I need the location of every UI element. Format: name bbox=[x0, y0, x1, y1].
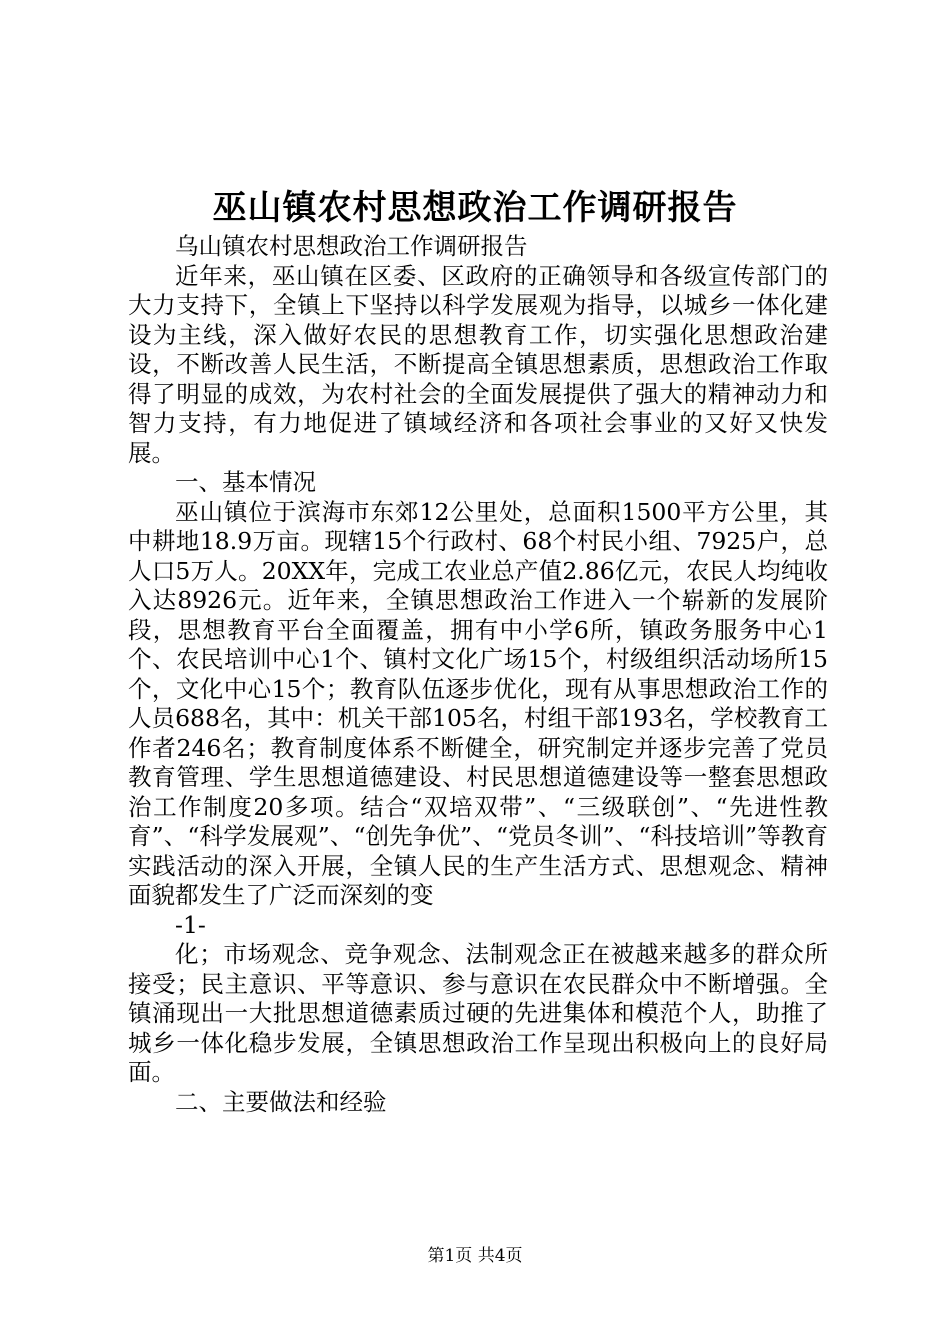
basic-situation-paragraph: 巫山镇位于滨海市东郊12公里处，总面积1500平方公里，其中耕地18.9万亩。现辖15个行政村、68个村民小组、7925户，总人口5万人。20XX年，完成工农业总产值2.86亿元，农民人均纯收入达8926元。近年来，全镇思想政治工作进入一个崭新的发展阶段，思想教育平台全面覆盖，拥有中小学6所，镇政务服务中心1个、农民培训中心1个、镇村文化广场15个，村级组织活动场所15个，文化中心15个；教育队伍逐步优化，现有从事思想政治工作的人员688名，其中：机关干部105名，村组干部193名，学校教育工作者246名；教育制度体系不断健全，研究制定并逐步完善了党员教育管理、学生思想道德建设、村民思想道德建设等一整套思想政治工作制度20多项。结合“双培双带”、“三级联创”、“先进性教育”、“科学发展观”、“创先争优”、“党员冬训”、“科技培训”等教育实践活动的深入开展，全镇人民的生产生活方式、思想观念、精神面貌都发生了广泛而深刻的变 bbox=[128, 497, 828, 909]
intro-paragraph: 近年来，巫山镇在区委、区政府的正确领导和各级宣传部门的大力支持下，全镇上下坚持以科学发展观为指导，以城乡一体化建设为主线，深入做好农民的思想教育工作，切实强化思想政治建设，不断改善人民生活，不断提高全镇思想素质，思想政治工作取得了明显的成效，为农村社会的全面发展提供了强大的精神动力和智力支持，有力地促进了镇域经济和各项社会事业的又好又快发展。 bbox=[128, 261, 828, 467]
document-body bbox=[128, 232, 828, 1117]
continuation-paragraph: 化；市场观念、竞争观念、法制观念正在被越来越多的群众所接受；民主意识、平等意识、参与意识在农民群众中不断增强。全镇涌现出一大批思想道德素质过硬的先进集体和模范个人，助推了城乡一体化稳步发展，全镇思想政治工作呈现出积极向上的良好局面。 bbox=[128, 940, 828, 1086]
subtitle-paragraph: 乌山镇农村思想政治工作调研报告 bbox=[175, 232, 528, 260]
document-title: 巫山镇农村思想政治工作调研报告 bbox=[212, 188, 738, 228]
page-footer: 第1页 共4页 bbox=[427, 1246, 523, 1266]
section-heading-main-practices: 二、主要做法和经验 bbox=[175, 1087, 387, 1116]
inline-page-marker: -1- bbox=[175, 910, 206, 939]
section-heading-basic-situation: 一、基本情况 bbox=[175, 468, 316, 496]
